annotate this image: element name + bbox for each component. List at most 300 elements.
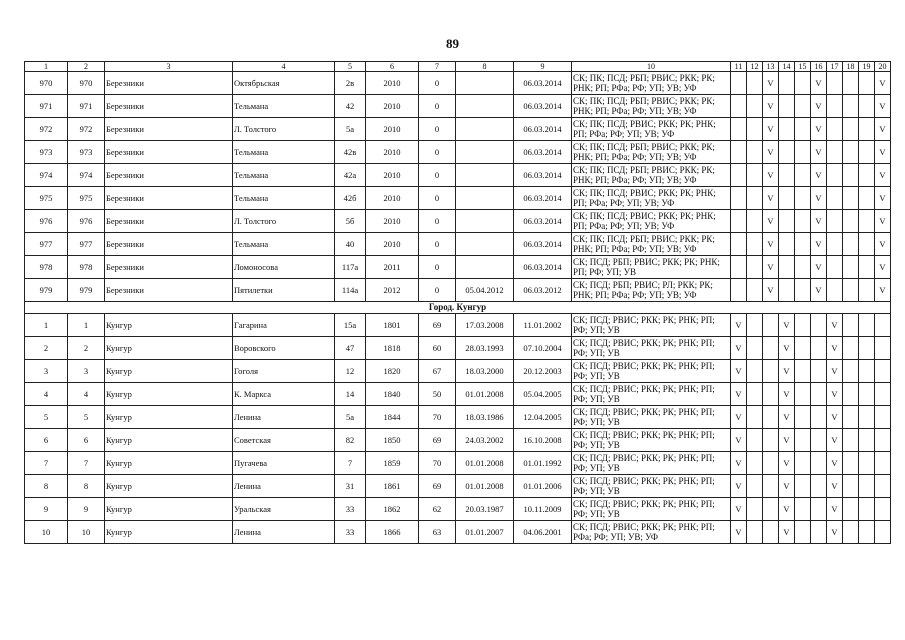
check-mark-col-15 (795, 72, 811, 95)
year-built: 1844 (366, 406, 419, 429)
check-mark-col-17 (827, 187, 843, 210)
check-mark-col-18 (843, 406, 859, 429)
check-mark-col-16: V (811, 210, 827, 233)
check-mark-col-12 (747, 95, 763, 118)
table-row (25, 210, 891, 233)
check-mark-col-13 (763, 314, 779, 337)
year-built: 1862 (366, 498, 419, 521)
check-mark-col-12 (747, 521, 763, 544)
check-mark-col-16 (811, 452, 827, 475)
street-name: Ленина (233, 475, 335, 498)
column-number-header (25, 62, 891, 72)
row-number: 10 (25, 521, 68, 544)
city-name: Березники (105, 95, 233, 118)
row-number: 1 (25, 314, 68, 337)
row-number: 974 (25, 164, 68, 187)
date-col-8: 01.01.2008 (456, 452, 514, 475)
check-mark-col-11 (731, 95, 747, 118)
table-row (25, 141, 891, 164)
city-name: Кунгур (105, 406, 233, 429)
street-name: Ленина (233, 406, 335, 429)
table-row (25, 118, 891, 141)
table-row (25, 337, 891, 360)
check-mark-col-12 (747, 141, 763, 164)
date-col-8: 05.04.2012 (456, 279, 514, 302)
element-codes: СК; ПСД; РВИС; РКК; РК; РНК; РП; РФ; УП; УВ (572, 383, 731, 406)
element-codes: СК; ПСД; РВИС; РКК; РК; РНК; РП; РФ; УП; УВ (572, 337, 731, 360)
house-number: 12 (335, 360, 366, 383)
date-col-8: 24.03.2002 (456, 429, 514, 452)
check-mark-col-13: V (763, 256, 779, 279)
house-number: 5а (335, 118, 366, 141)
check-mark-col-18 (843, 279, 859, 302)
table-row (25, 383, 891, 406)
section-header-row (25, 302, 891, 314)
table-row (25, 429, 891, 452)
check-mark-col-15 (795, 187, 811, 210)
check-mark-col-15 (795, 383, 811, 406)
date-col-8: 01.01.2008 (456, 475, 514, 498)
date-col-9: 06.03.2012 (514, 279, 572, 302)
check-mark-col-13 (763, 452, 779, 475)
register-table (24, 61, 891, 544)
check-mark-col-20 (875, 429, 891, 452)
element-codes: СК; ПСД; РВИС; РКК; РК; РНК; РП; РФ; УП; УВ (572, 429, 731, 452)
check-mark-col-20 (875, 452, 891, 475)
date-col-8: 28.03.1993 (456, 337, 514, 360)
check-mark-col-14 (779, 256, 795, 279)
check-mark-col-18 (843, 141, 859, 164)
section-title: Город. Кунгур (25, 302, 891, 314)
check-mark-col-20: V (875, 279, 891, 302)
check-mark-col-17 (827, 210, 843, 233)
check-mark-col-17: V (827, 337, 843, 360)
check-mark-col-18 (843, 521, 859, 544)
house-number: 33 (335, 498, 366, 521)
date-col-8: 18.03.2000 (456, 360, 514, 383)
check-mark-col-15 (795, 314, 811, 337)
object-number: 10 (68, 521, 105, 544)
check-mark-col-11: V (731, 521, 747, 544)
check-mark-col-17: V (827, 452, 843, 475)
check-mark-col-12 (747, 360, 763, 383)
column-number: 6 (366, 62, 419, 72)
date-col-8: 18.03.1986 (456, 406, 514, 429)
check-mark-col-13 (763, 383, 779, 406)
wear-percent: 0 (419, 233, 456, 256)
wear-percent: 60 (419, 337, 456, 360)
check-mark-col-16: V (811, 164, 827, 187)
wear-percent: 0 (419, 118, 456, 141)
check-mark-col-14: V (779, 314, 795, 337)
check-mark-col-15 (795, 475, 811, 498)
element-codes: СК; ПК; ПСД; РБП; РВИС; РКК; РК; РНК; РП; РФа; РФ; УП; УВ; УФ (572, 141, 731, 164)
city-name: Кунгур (105, 337, 233, 360)
check-mark-col-17 (827, 256, 843, 279)
check-mark-col-12 (747, 406, 763, 429)
check-mark-col-13 (763, 360, 779, 383)
date-col-9: 06.03.2014 (514, 118, 572, 141)
check-mark-col-15 (795, 279, 811, 302)
house-number: 2в (335, 72, 366, 95)
year-built: 2012 (366, 279, 419, 302)
check-mark-col-18 (843, 187, 859, 210)
check-mark-col-12 (747, 72, 763, 95)
check-mark-col-11 (731, 118, 747, 141)
date-col-8 (456, 210, 514, 233)
table-row (25, 475, 891, 498)
check-mark-col-20: V (875, 72, 891, 95)
street-name: Воровского (233, 337, 335, 360)
column-number: 10 (572, 62, 731, 72)
check-mark-col-16: V (811, 95, 827, 118)
wear-percent: 69 (419, 429, 456, 452)
house-number: 14 (335, 383, 366, 406)
house-number: 117а (335, 256, 366, 279)
check-mark-col-20 (875, 360, 891, 383)
check-mark-col-18 (843, 233, 859, 256)
check-mark-col-20: V (875, 233, 891, 256)
row-number: 2 (25, 337, 68, 360)
street-name: Уральская (233, 498, 335, 521)
column-number: 13 (763, 62, 779, 72)
table-row (25, 233, 891, 256)
check-mark-col-11: V (731, 475, 747, 498)
check-mark-col-20 (875, 383, 891, 406)
element-codes: СК; ПК; ПСД; РВИС; РКК; РК; РНК; РП; РФа; РФ; УП; УВ; УФ (572, 210, 731, 233)
table-row (25, 187, 891, 210)
wear-percent: 0 (419, 72, 456, 95)
check-mark-col-15 (795, 141, 811, 164)
row-number: 973 (25, 141, 68, 164)
check-mark-col-11 (731, 279, 747, 302)
check-mark-col-18 (843, 118, 859, 141)
street-name: Октябрьская (233, 72, 335, 95)
city-name: Березники (105, 233, 233, 256)
check-mark-col-15 (795, 233, 811, 256)
row-number: 977 (25, 233, 68, 256)
table-row (25, 164, 891, 187)
check-mark-col-12 (747, 118, 763, 141)
check-mark-col-16: V (811, 279, 827, 302)
check-mark-col-19 (859, 406, 875, 429)
check-mark-col-14 (779, 233, 795, 256)
check-mark-col-13: V (763, 72, 779, 95)
check-mark-col-14: V (779, 337, 795, 360)
year-built: 1820 (366, 360, 419, 383)
check-mark-col-17: V (827, 475, 843, 498)
house-number: 114а (335, 279, 366, 302)
street-name: Л. Толстого (233, 118, 335, 141)
city-name: Березники (105, 164, 233, 187)
year-built: 1801 (366, 314, 419, 337)
city-name: Березники (105, 256, 233, 279)
check-mark-col-14: V (779, 406, 795, 429)
date-col-9: 20.12.2003 (514, 360, 572, 383)
check-mark-col-18 (843, 429, 859, 452)
check-mark-col-17: V (827, 314, 843, 337)
row-number: 978 (25, 256, 68, 279)
check-mark-col-11: V (731, 429, 747, 452)
column-number: 1 (25, 62, 68, 72)
table-row (25, 314, 891, 337)
date-col-9: 07.10.2004 (514, 337, 572, 360)
check-mark-col-20: V (875, 164, 891, 187)
check-mark-col-18 (843, 164, 859, 187)
column-number: 17 (827, 62, 843, 72)
street-name: Советская (233, 429, 335, 452)
check-mark-col-14 (779, 279, 795, 302)
house-number: 47 (335, 337, 366, 360)
object-number: 4 (68, 383, 105, 406)
check-mark-col-14: V (779, 521, 795, 544)
page-number: 89 (446, 36, 459, 51)
element-codes: СК; ПК; ПСД; РВИС; РКК; РК; РНК; РП; РФа; РФ; УП; УВ; УФ (572, 118, 731, 141)
check-mark-col-17 (827, 72, 843, 95)
date-col-9: 06.03.2014 (514, 95, 572, 118)
check-mark-col-12 (747, 452, 763, 475)
house-number: 42 (335, 95, 366, 118)
street-name: Пятилетки (233, 279, 335, 302)
check-mark-col-11: V (731, 452, 747, 475)
column-number: 9 (514, 62, 572, 72)
year-built: 2010 (366, 118, 419, 141)
check-mark-col-13 (763, 521, 779, 544)
check-mark-col-20 (875, 337, 891, 360)
check-mark-col-13 (763, 429, 779, 452)
street-name: Тельмана (233, 187, 335, 210)
check-mark-col-17: V (827, 360, 843, 383)
element-codes: СК; ПСД; РВИС; РКК; РК; РНК; РП; РФ; УП; УВ (572, 360, 731, 383)
year-built: 2010 (366, 72, 419, 95)
date-col-9: 06.03.2014 (514, 187, 572, 210)
street-name: Ленина (233, 521, 335, 544)
element-codes: СК; ПК; ПСД; РБП; РВИС; РКК; РК; РНК; РП; РФа; РФ; УП; УВ; УФ (572, 233, 731, 256)
check-mark-col-13: V (763, 95, 779, 118)
row-number: 3 (25, 360, 68, 383)
object-number: 978 (68, 256, 105, 279)
check-mark-col-15 (795, 256, 811, 279)
date-col-8: 17.03.2008 (456, 314, 514, 337)
check-mark-col-20: V (875, 118, 891, 141)
wear-percent: 62 (419, 498, 456, 521)
check-mark-col-20: V (875, 187, 891, 210)
wear-percent: 0 (419, 95, 456, 118)
house-number: 7 (335, 452, 366, 475)
check-mark-col-14 (779, 72, 795, 95)
column-number: 12 (747, 62, 763, 72)
check-mark-col-16 (811, 498, 827, 521)
column-number: 18 (843, 62, 859, 72)
row-number: 971 (25, 95, 68, 118)
check-mark-col-19 (859, 95, 875, 118)
date-col-8 (456, 118, 514, 141)
date-col-8 (456, 256, 514, 279)
check-mark-col-16 (811, 337, 827, 360)
check-mark-col-11: V (731, 406, 747, 429)
object-number: 8 (68, 475, 105, 498)
wear-percent: 0 (419, 210, 456, 233)
check-mark-col-15 (795, 337, 811, 360)
element-codes: СК; ПСД; РВИС; РКК; РК; РНК; РП; РФ; УП; УВ (572, 406, 731, 429)
date-col-9: 06.03.2014 (514, 164, 572, 187)
check-mark-col-13: V (763, 118, 779, 141)
check-mark-col-17 (827, 118, 843, 141)
check-mark-col-12 (747, 233, 763, 256)
object-number: 974 (68, 164, 105, 187)
year-built: 1840 (366, 383, 419, 406)
check-mark-col-17 (827, 141, 843, 164)
check-mark-col-11: V (731, 360, 747, 383)
wear-percent: 0 (419, 279, 456, 302)
check-mark-col-15 (795, 118, 811, 141)
object-number: 1 (68, 314, 105, 337)
check-mark-col-17: V (827, 498, 843, 521)
date-col-9: 06.03.2014 (514, 210, 572, 233)
house-number: 82 (335, 429, 366, 452)
house-number: 33 (335, 521, 366, 544)
check-mark-col-19 (859, 210, 875, 233)
date-col-8 (456, 164, 514, 187)
object-number: 7 (68, 452, 105, 475)
row-number: 979 (25, 279, 68, 302)
object-number: 979 (68, 279, 105, 302)
wear-percent: 70 (419, 406, 456, 429)
city-name: Березники (105, 279, 233, 302)
element-codes: СК; ПСД; РБП; РВИС; РКК; РК; РНК; РП; РФ; УП; УВ (572, 256, 731, 279)
city-name: Березники (105, 210, 233, 233)
object-number: 9 (68, 498, 105, 521)
check-mark-col-11 (731, 72, 747, 95)
year-built: 1859 (366, 452, 419, 475)
street-name: Ломоносова (233, 256, 335, 279)
date-col-8: 20.03.1987 (456, 498, 514, 521)
wear-percent: 63 (419, 521, 456, 544)
date-col-9: 10.11.2009 (514, 498, 572, 521)
year-built: 1850 (366, 429, 419, 452)
city-name: Кунгур (105, 429, 233, 452)
date-col-8 (456, 141, 514, 164)
date-col-9: 06.03.2014 (514, 141, 572, 164)
date-col-9: 06.03.2014 (514, 233, 572, 256)
date-col-9: 01.01.2006 (514, 475, 572, 498)
check-mark-col-16 (811, 429, 827, 452)
check-mark-col-19 (859, 187, 875, 210)
object-number: 977 (68, 233, 105, 256)
city-name: Кунгур (105, 314, 233, 337)
column-number: 11 (731, 62, 747, 72)
date-col-8: 01.01.2008 (456, 383, 514, 406)
row-number: 8 (25, 475, 68, 498)
element-codes: СК; ПК; ПСД; РБП; РВИС; РКК; РК; РНК; РП; РФа; РФ; УП; УВ; УФ (572, 164, 731, 187)
date-col-8 (456, 95, 514, 118)
check-mark-col-20 (875, 521, 891, 544)
house-number: 5а (335, 406, 366, 429)
date-col-9: 06.03.2014 (514, 72, 572, 95)
date-col-8 (456, 187, 514, 210)
check-mark-col-20: V (875, 141, 891, 164)
date-col-9: 05.04.2005 (514, 383, 572, 406)
check-mark-col-11 (731, 233, 747, 256)
element-codes: СК; ПК; ПСД; РБП; РВИС; РКК; РК; РНК; РП; РФа; РФ; УП; УВ; УФ (572, 95, 731, 118)
check-mark-col-19 (859, 429, 875, 452)
house-number: 31 (335, 475, 366, 498)
table-row (25, 521, 891, 544)
check-mark-col-12 (747, 164, 763, 187)
element-codes: СК; ПСД; РБП; РВИС; РЛ; РКК; РК; РНК; РП; РФа; РФ; УП; УВ; УФ (572, 279, 731, 302)
element-codes: СК; ПСД; РВИС; РКК; РК; РНК; РП; РФа; РФ; УП; УВ; УФ (572, 521, 731, 544)
object-number: 972 (68, 118, 105, 141)
check-mark-col-16 (811, 521, 827, 544)
check-mark-col-12 (747, 429, 763, 452)
check-mark-col-12 (747, 475, 763, 498)
check-mark-col-11: V (731, 314, 747, 337)
street-name: Пугачева (233, 452, 335, 475)
check-mark-col-14 (779, 187, 795, 210)
element-codes: СК; ПК; ПСД; РБП; РВИС; РКК; РК; РНК; РП; РФа; РФ; УП; УВ; УФ (572, 72, 731, 95)
column-number: 8 (456, 62, 514, 72)
check-mark-col-12 (747, 187, 763, 210)
check-mark-col-18 (843, 383, 859, 406)
year-built: 1818 (366, 337, 419, 360)
year-built: 2011 (366, 256, 419, 279)
check-mark-col-19 (859, 72, 875, 95)
check-mark-col-12 (747, 337, 763, 360)
check-mark-col-16: V (811, 187, 827, 210)
check-mark-col-14 (779, 164, 795, 187)
check-mark-col-13: V (763, 210, 779, 233)
check-mark-col-11: V (731, 337, 747, 360)
year-built: 2010 (366, 141, 419, 164)
year-built: 1861 (366, 475, 419, 498)
check-mark-col-19 (859, 279, 875, 302)
column-number: 16 (811, 62, 827, 72)
check-mark-col-11 (731, 164, 747, 187)
check-mark-col-14 (779, 210, 795, 233)
check-mark-col-12 (747, 210, 763, 233)
check-mark-col-18 (843, 337, 859, 360)
object-number: 2 (68, 337, 105, 360)
check-mark-col-16 (811, 406, 827, 429)
check-mark-col-13: V (763, 279, 779, 302)
street-name: Тельмана (233, 233, 335, 256)
house-number: 42а (335, 164, 366, 187)
check-mark-col-20: V (875, 210, 891, 233)
check-mark-col-18 (843, 72, 859, 95)
object-number: 973 (68, 141, 105, 164)
check-mark-col-16 (811, 314, 827, 337)
check-mark-col-17 (827, 164, 843, 187)
check-mark-col-11 (731, 187, 747, 210)
wear-percent: 69 (419, 475, 456, 498)
check-mark-col-13 (763, 337, 779, 360)
date-col-9: 12.04.2005 (514, 406, 572, 429)
check-mark-col-18 (843, 314, 859, 337)
check-mark-col-18 (843, 452, 859, 475)
row-number: 7 (25, 452, 68, 475)
check-mark-col-20 (875, 314, 891, 337)
check-mark-col-20 (875, 406, 891, 429)
city-name: Кунгур (105, 452, 233, 475)
check-mark-col-13: V (763, 141, 779, 164)
check-mark-col-16: V (811, 141, 827, 164)
column-number: 3 (105, 62, 233, 72)
check-mark-col-19 (859, 337, 875, 360)
year-built: 2010 (366, 233, 419, 256)
check-mark-col-16: V (811, 233, 827, 256)
row-number: 9 (25, 498, 68, 521)
register-body (25, 62, 891, 544)
